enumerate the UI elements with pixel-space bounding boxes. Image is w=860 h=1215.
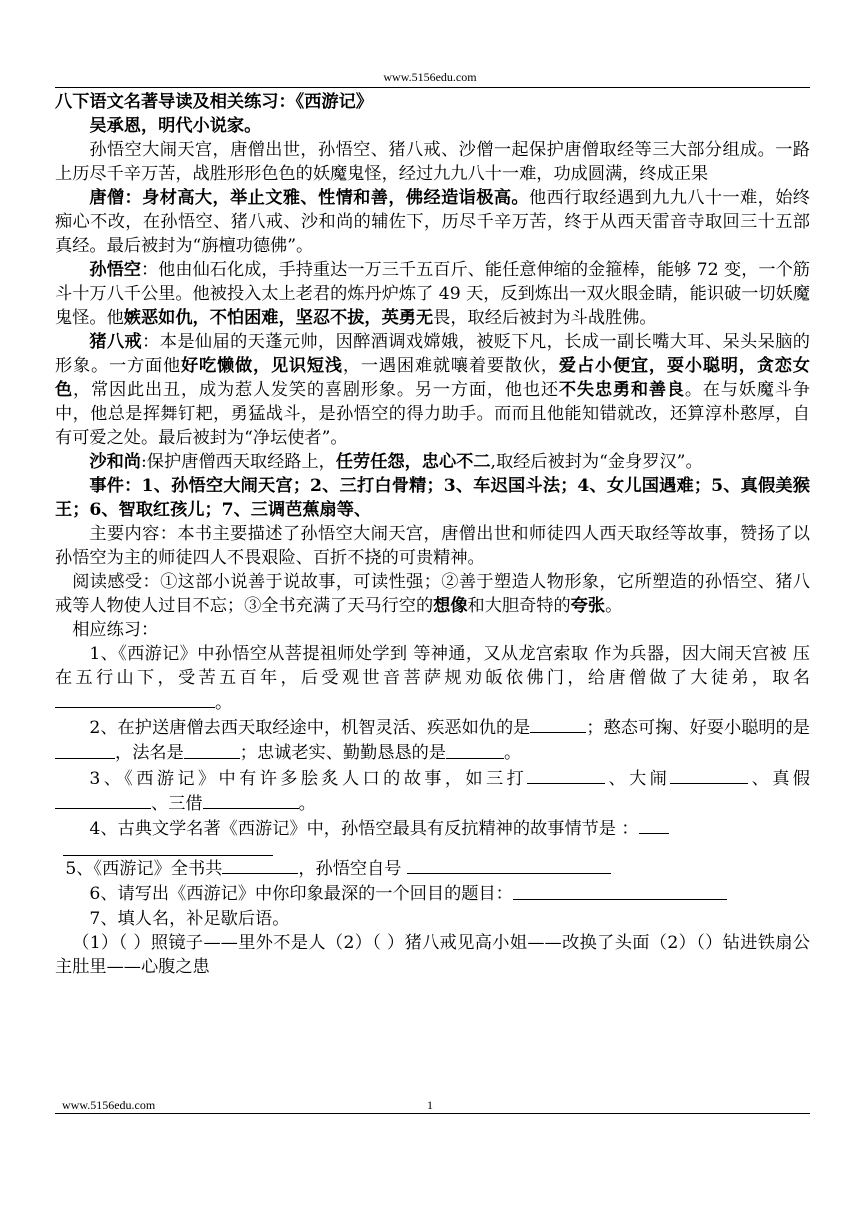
question-5 xyxy=(55,856,810,881)
author-line: 吴承恩，明代小说家。 xyxy=(89,116,262,136)
sun-text-1: ：他由仙石化成，手持重达一万三千五百斤、能任意伸缩的金箍棒，能够 72 变，一个筋斗十万八千公里。他被投入太上老君的炼丹炉炼了 49 天，反到炼出一双火眼金睛，能识破一切妖魔鬼怪。他 xyxy=(55,260,810,328)
reading-text-1: 阅读感受：①这部小说善于说故事，可读性强；②善于塑造人物形象，它所塑造的孙悟空、猪八戒等人物使人过目不忘；③全书充满了天马行空的 xyxy=(55,572,810,616)
reading-bold-2: 夸张 xyxy=(570,596,606,616)
answer-blank[interactable] xyxy=(639,816,669,834)
answer-blank[interactable] xyxy=(55,740,115,758)
sha-paragraph xyxy=(55,450,810,474)
zhu-label: 猪八戒 xyxy=(89,332,143,352)
zhu-bold-2: 爱占小便宜，耍小聪明，贪恋女色 xyxy=(55,356,810,400)
header-rule xyxy=(55,87,810,88)
zhu-text-3: ，常因此出丑，成为惹人发笑的喜剧形象。另一方面，他也还 xyxy=(73,380,559,400)
main-content-paragraph: 主要内容：本书主要描述了孙悟空大闹天宫，唐僧出世和师徒四人西天取经等故事，赞扬了以孙悟空为主的师徒四人不畏艰险、百折不挠的可贵精神。 xyxy=(55,524,810,568)
sha-text-2: ,取经后被封为“金身罗汉”。 xyxy=(490,452,703,472)
question-4 xyxy=(55,816,810,841)
intro-paragraph: 孙悟空大闹天宫，唐僧出世，孙悟空、猪八戒、沙僧一起保护唐僧取经等三大部分组成。一路上历尽千辛万苦，战胜形形色色的妖魔鬼怪，经过九九八十一难，功成圆满，终成正果 xyxy=(55,140,810,184)
zhu-paragraph xyxy=(55,330,810,450)
q3-end: 。 xyxy=(298,793,316,814)
reading-paragraph xyxy=(55,570,810,618)
answer-blank[interactable] xyxy=(55,690,215,708)
page-number: 1 xyxy=(427,1098,433,1112)
question-2 xyxy=(55,715,810,765)
zhu-text-4: 。在与妖魔斗争中，他总是挥舞钉耙，勇猛战斗，是孙悟空的得力助手。而而且他能知错就改，还算淳朴憨厚，自有可爱之处。最后被封为“净坛使者”。 xyxy=(55,380,810,448)
reading-text-3: 。 xyxy=(605,596,623,616)
sun-text-2: 畏，取经后被封为斗战胜佛。 xyxy=(433,308,657,328)
q6-text: 6、请写出《西游记》中你印象最深的一个回目的题目： xyxy=(89,884,513,905)
sun-paragraph xyxy=(55,258,810,330)
question-3 xyxy=(55,766,810,816)
answer-blank[interactable] xyxy=(407,856,611,874)
q2-text-2: ；憨态可掬、好耍小聪明的是 xyxy=(586,718,810,739)
reading-bold-1: 想像 xyxy=(433,596,468,616)
q4-text: 4、古典文学名著《西游记》中，孙悟空最具有反抗精神的故事情节是 ： xyxy=(89,819,639,840)
zhu-text-1: ：本是仙届的天蓬元帅，因醉酒调戏嫦娥，被贬下凡，长成一副长嘴大耳、呆头呆脑的形象。一方面他 xyxy=(55,332,810,376)
q2-end: 。 xyxy=(504,743,522,764)
answer-blank[interactable] xyxy=(222,856,298,874)
answer-blank[interactable] xyxy=(184,740,240,758)
sun-label: 孙悟空 xyxy=(89,260,141,280)
question-1 xyxy=(55,642,810,715)
answer-blank[interactable] xyxy=(530,715,586,733)
answer-blank[interactable] xyxy=(446,740,504,758)
tang-paragraph xyxy=(55,186,810,258)
q2-text-4: ；忠诚老实、勤勤恳恳的是 xyxy=(239,743,447,764)
q1-text: 1、《西游记》中孙悟空从菩提祖师处学到 等神通，又从龙宫索取 作为兵器，因大闹天宫被 压在五行山下，受苦五百年，后受观世音菩萨规劝皈依佛门，给唐僧做了大徒弟，取名 xyxy=(55,644,810,688)
q5-text-2: ，孙悟空自号 xyxy=(298,859,407,880)
document-body xyxy=(55,90,810,979)
sha-bold-1: 任劳任怨，忠心不二 xyxy=(335,452,491,472)
zhu-bold-1: 好吃懒做，见识短浅 xyxy=(180,356,343,376)
footer-rule xyxy=(55,1113,810,1114)
q5-text-1: 5、《西游记》全书共 xyxy=(65,859,223,880)
question-6 xyxy=(55,881,810,906)
answer-blank[interactable] xyxy=(670,766,748,784)
tang-text: 他西行取经遇到九九八十一难，始终痴心不改，在孙悟空、猪八戒、沙和尚的辅佐下，历尽千辛万苦，终于从西天雷音寺取回三十五部真经。最后被封为“旃檀功德佛”。 xyxy=(55,188,810,256)
zhu-text-2: ，一遇困难就嚷着要散伙， xyxy=(342,356,559,376)
tang-bold: 唐僧：身材高大，举止文雅、性情和善，佛经造诣极高。 xyxy=(89,188,530,208)
q3-text-1: 3、《西游记》中有许多脍炙人口的故事，如三打 xyxy=(89,768,528,789)
reading-text-2: 和大胆奇特的 xyxy=(467,596,571,616)
q3-text-4: 、三借 xyxy=(151,793,203,814)
question-7-items: （1）（ ）照镜子——里外不是人（2）（ ）猪八戒见高小姐——改换了头面（2）（）钻进铁扇公主肚里——心腹之患 xyxy=(55,932,810,977)
q2-text-1: 2、在护送唐僧去西天取经途中，机智灵活、疾恶如仇的是 xyxy=(89,718,531,739)
answer-line[interactable] xyxy=(63,841,273,856)
q2-text-3: ，法名是 xyxy=(115,743,184,764)
q3-text-3: 、真假 xyxy=(748,768,810,789)
q3-text-2: 、大闹 xyxy=(605,768,671,789)
events-paragraph: 事件：1、孙悟空大闹天宫；2、三打白骨精；3、车迟国斗法；4、女儿国遇难；5、真假美猴王；6、智取红孩儿；7、三调芭蕉扇等、 xyxy=(55,476,810,520)
exercises-label: 相应练习： xyxy=(72,620,159,640)
question-7: 7、填人名，补足歇后语。 xyxy=(89,908,290,929)
header-url: www.5156edu.com xyxy=(383,70,477,84)
sha-text-1: :保护唐僧西天取经路上， xyxy=(140,452,336,472)
answer-blank[interactable] xyxy=(513,881,727,899)
q1-end: 。 xyxy=(215,693,233,714)
answer-blank[interactable] xyxy=(55,791,151,809)
zhu-bold-3: 不失忠勇和善良 xyxy=(558,380,685,400)
answer-blank[interactable] xyxy=(527,766,605,784)
answer-blank[interactable] xyxy=(203,791,299,809)
page-title: 八下语文名著导读及相关练习：《西游记》 xyxy=(55,92,373,112)
sha-label: 沙和尚 xyxy=(89,452,141,472)
footer-url: www.5156edu.com xyxy=(62,1098,156,1112)
sun-bold-1: 嫉恶如仇，不怕困难，坚忍不拔，英勇无 xyxy=(123,308,434,328)
